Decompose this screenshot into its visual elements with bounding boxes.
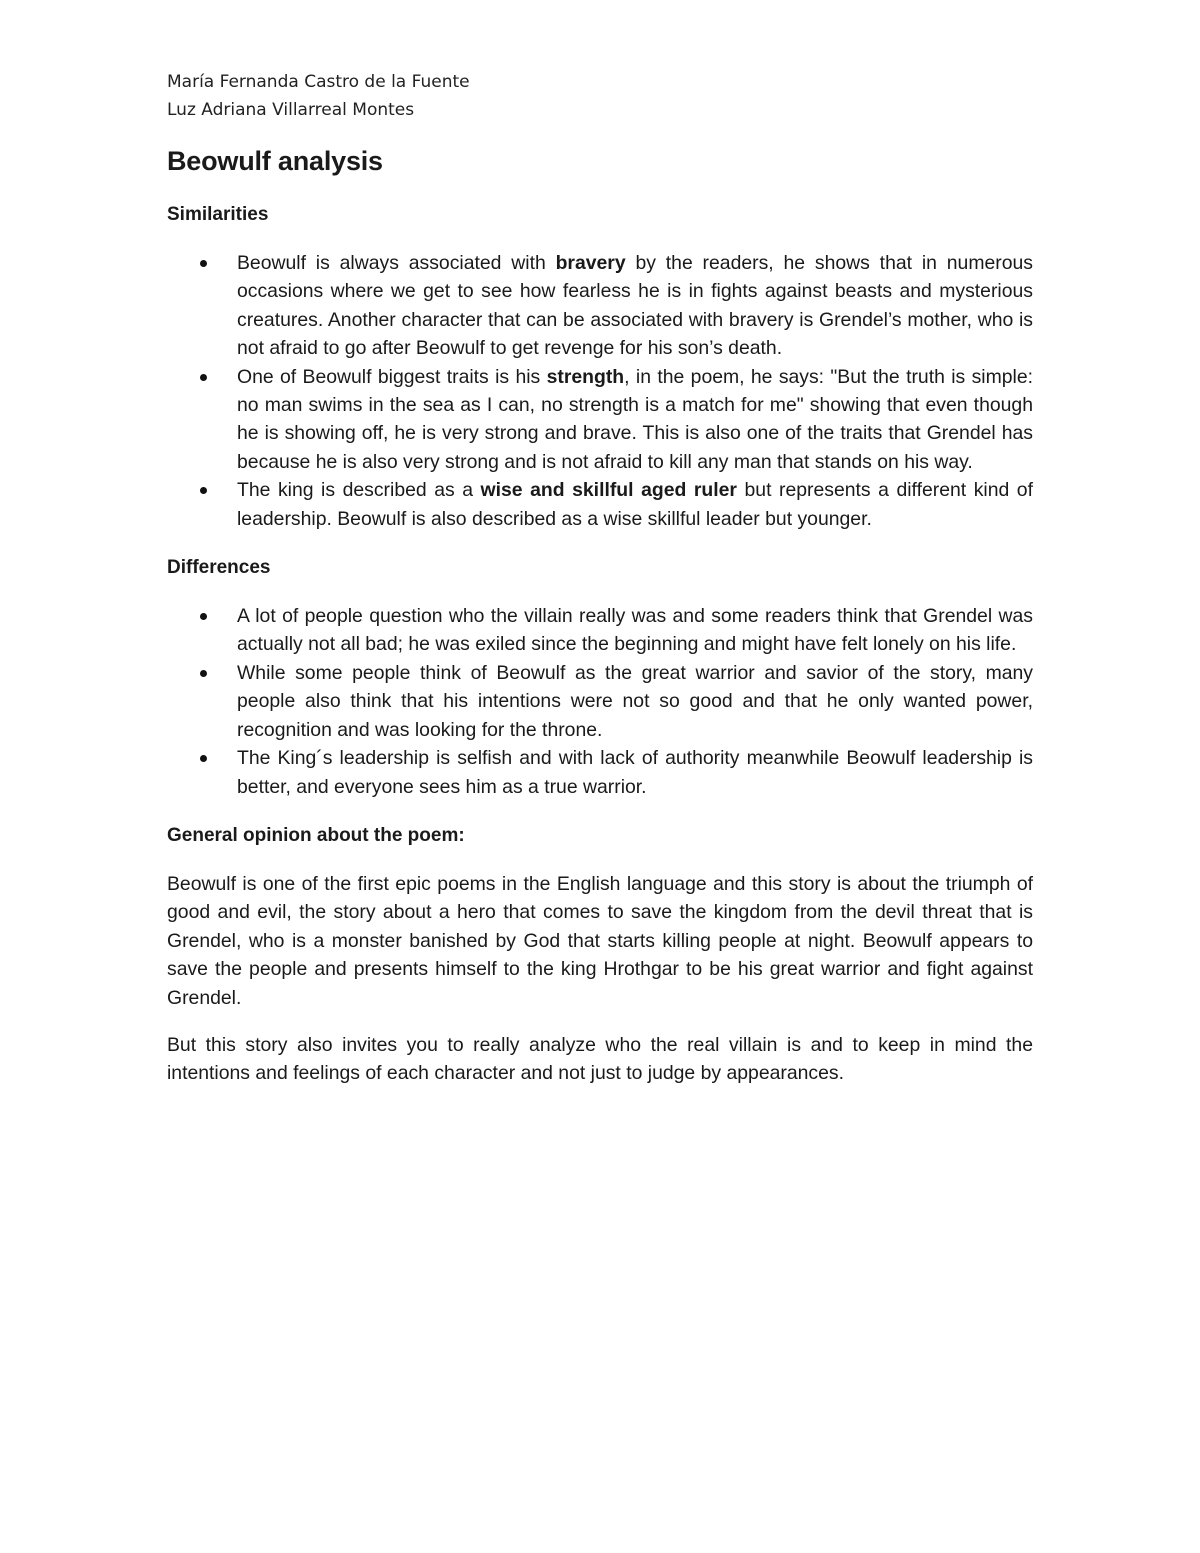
opinion-paragraph: Beowulf is one of the first epic poems in the English language and this story is about the triumph of good and evil, the story about a hero that comes to save the kingdom from the devil threat that is Grendel, who is a monster banished by God that starts killing people at night. Beowulf appears to save the people and presents himself to the king Hrothgar to be his great warrior and fight against Grendel. [167, 872, 1033, 1009]
author-list [167, 68, 1033, 124]
bullet-icon [200, 670, 207, 677]
list-item-text: by the readers, he shows that in numerous occasions where we get to see how fearless he is in fights against beasts and mysterious creatures. Another character that can be associated with bravery is Grendel’s mother, who is not afraid to go after Beowulf to get revenge for his son’s death. [237, 252, 1033, 360]
list-item-emphasis: strength [546, 365, 625, 388]
section-heading-opinion: General opinion about the poem: [167, 824, 465, 846]
document-title: Beowulf analysis [167, 146, 383, 176]
list-item-text: , in the poem, he says: "But the truth is simple: no man swims in the sea as I can, no strength is a match for me" showing that even though he is showing off, he is very strong and brave. This is also one of the traits that Grendel has because he is also very strong and is not afraid to kill any man that stands on his way. [237, 365, 1033, 473]
section-heading-differences: Differences [167, 557, 271, 579]
list-item-emphasis: bravery [555, 252, 626, 274]
list-item-text: A lot of people question who the villain really was and some readers think that Grendel was actually not all bad; he was exiled since the beginning and might have felt lonely on his life. [237, 605, 1033, 656]
list-item [167, 476, 1033, 533]
bullet-icon [200, 613, 207, 620]
list-item [167, 602, 1033, 659]
author-name: María Fernanda Castro de la Fuente [167, 72, 470, 92]
similarities-list [167, 249, 1033, 533]
list-item-text: The King´s leadership is selfish and with lack of authority meanwhile Beowulf leadership is better, and everyone sees him as a true warrior. [237, 747, 1033, 798]
list-item-text: While some people think of Beowulf as the great warrior and savior of the story, many people also think that his intentions were not so good and that he only wanted power, recognition and was looking for the throne. [237, 661, 1033, 741]
section-heading-similarities: Similarities [167, 204, 269, 225]
list-item [167, 744, 1033, 801]
author-name: Luz Adriana Villarreal Montes [167, 100, 415, 120]
bullet-icon [200, 487, 207, 494]
opinion-paragraph: But this story also invites you to really analyze who the real villain is and to keep in mind the intentions and feelings of each character and not just to judge by appearances. [167, 1033, 1033, 1085]
bullet-icon [200, 260, 207, 267]
bullet-icon [200, 755, 207, 762]
bullet-icon [200, 374, 207, 381]
list-item-text: but represents a different kind of leadership. Beowulf is also described as a wise skillful leader but younger. [237, 479, 1033, 530]
list-item-text: Beowulf is always associated with [237, 252, 556, 274]
document-page [167, 68, 1033, 1088]
list-item-text: The king is described as a [237, 479, 481, 502]
list-item [167, 249, 1033, 363]
list-item [167, 363, 1033, 477]
list-item-text: One of Beowulf biggest traits is his [237, 365, 547, 388]
list-item-emphasis: wise and skillful aged ruler [480, 479, 737, 502]
list-item [167, 659, 1033, 744]
differences-list [167, 602, 1033, 801]
